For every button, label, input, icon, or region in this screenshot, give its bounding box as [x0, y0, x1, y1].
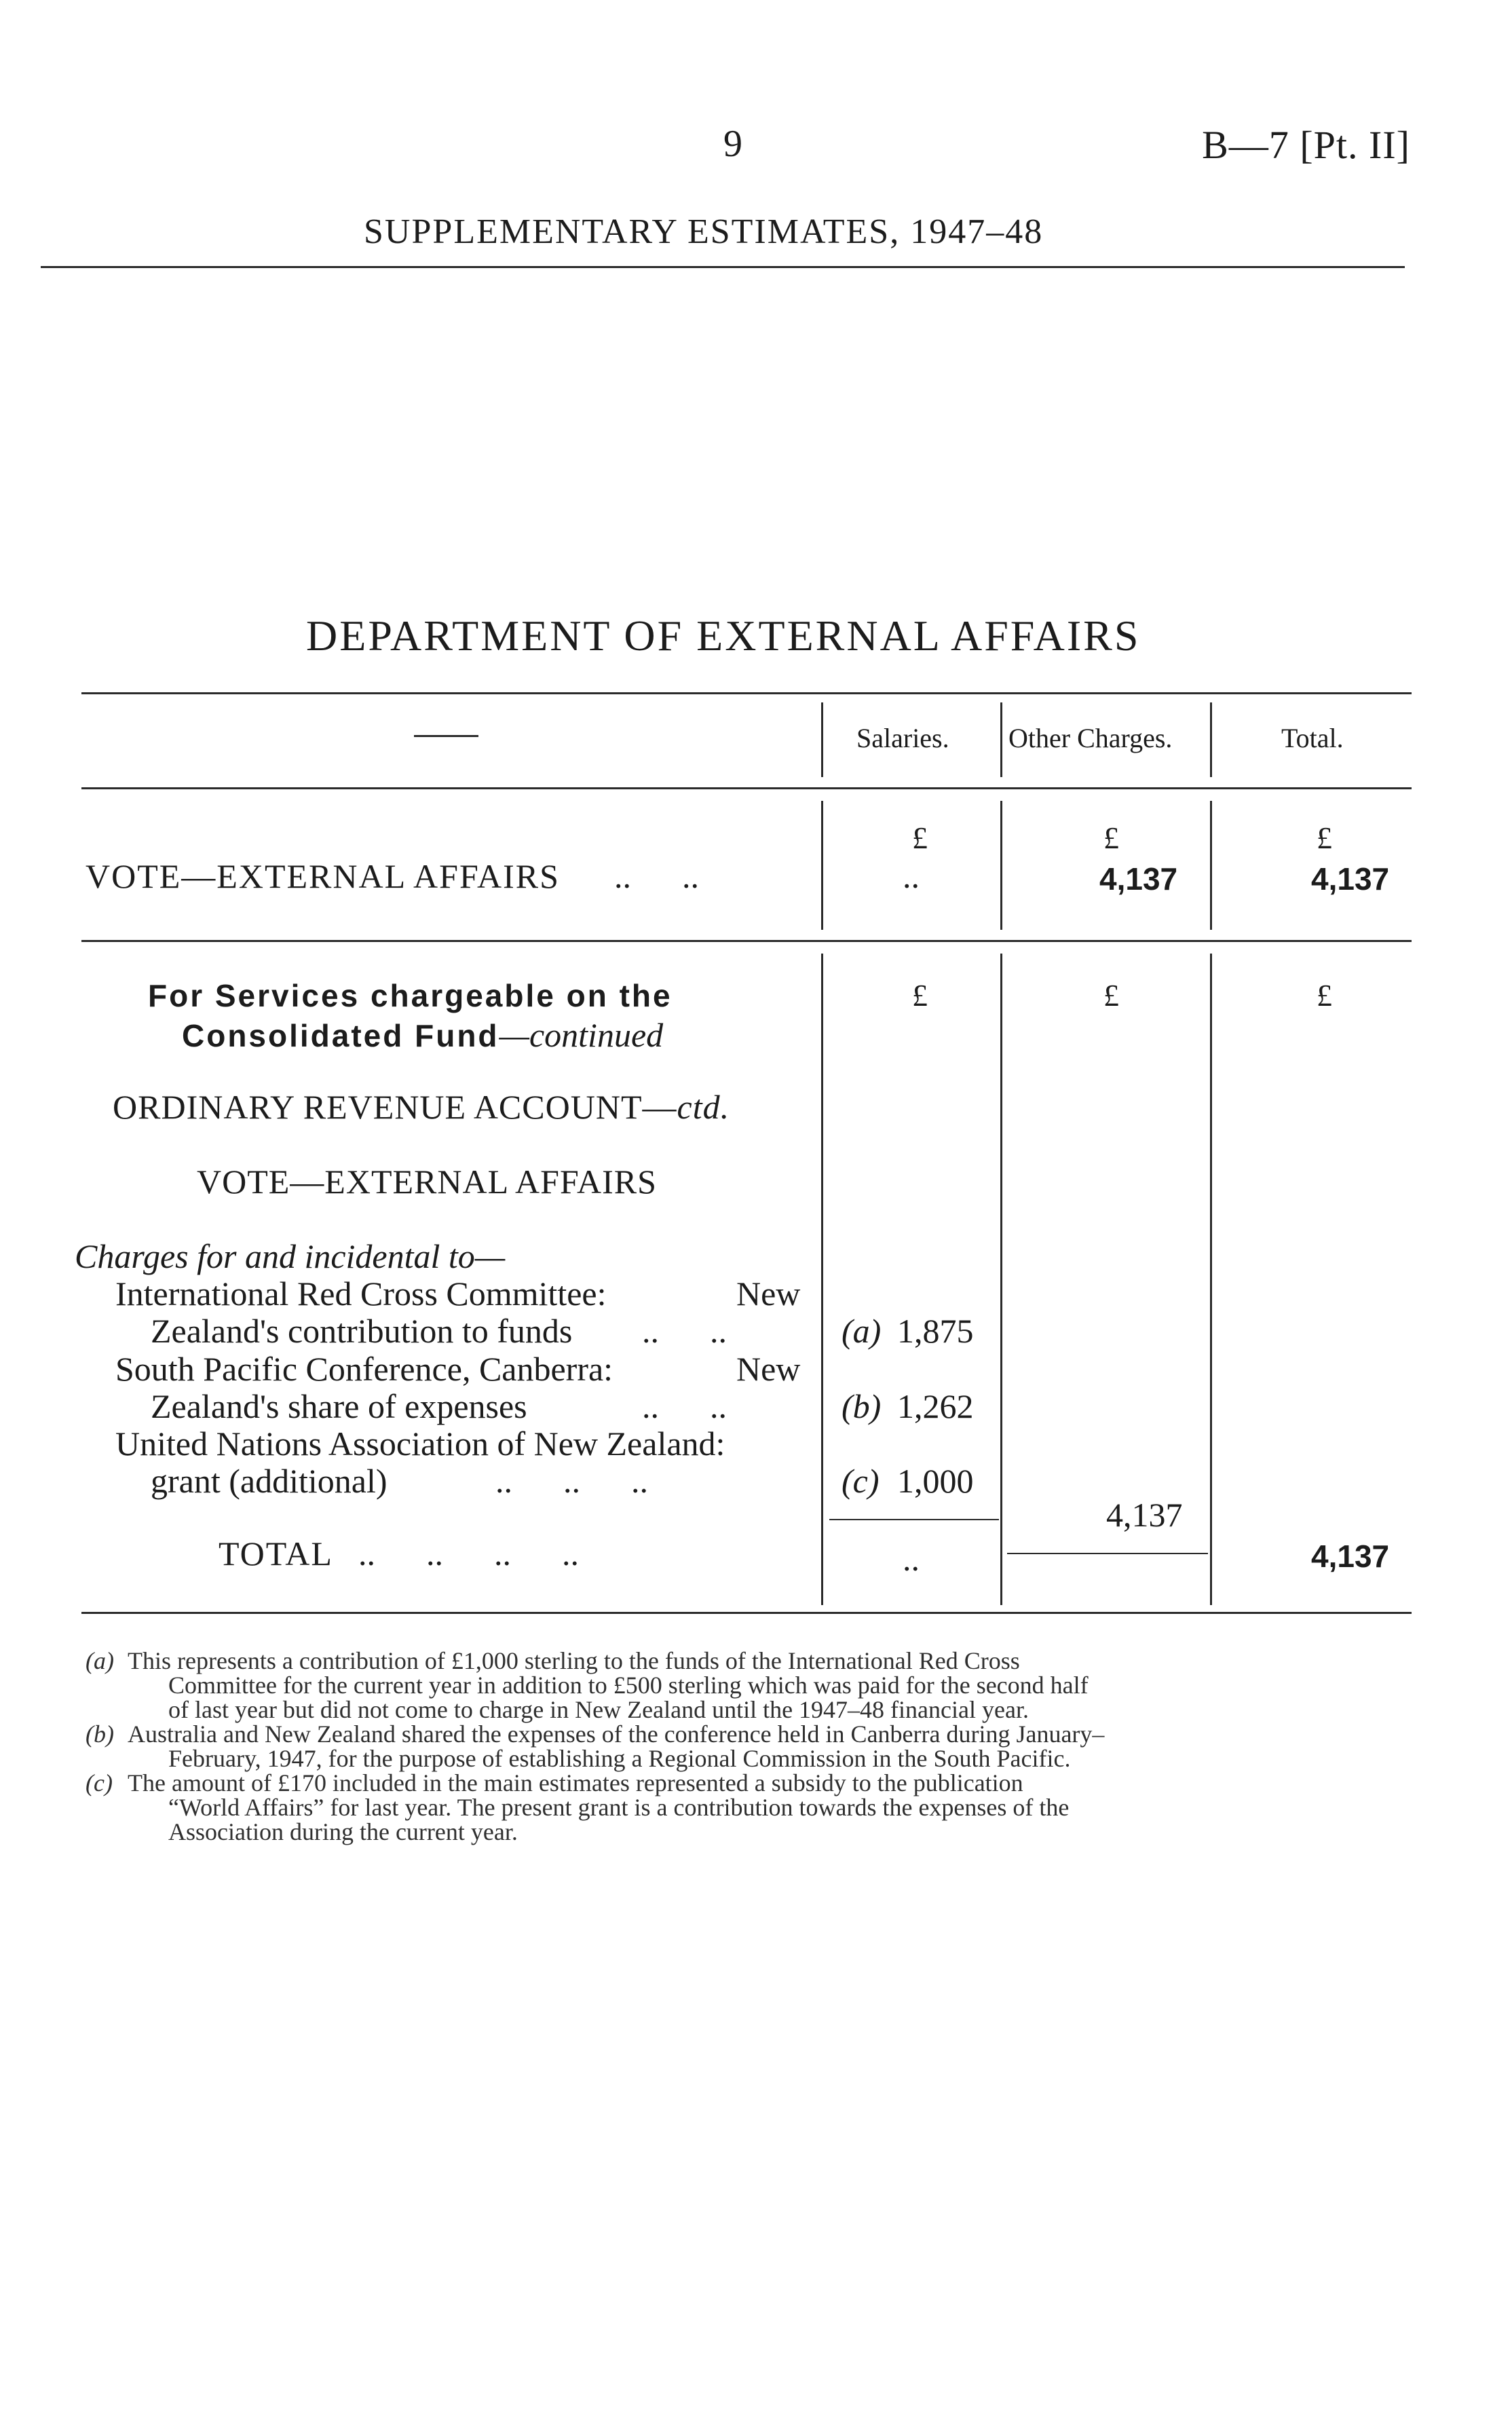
- account-heading-text: ORDINARY REVENUE ACCOUNT—: [113, 1088, 677, 1126]
- charges-intro: Charges for and incidental to—: [75, 1237, 506, 1275]
- running-head: SUPPLEMENTARY ESTIMATES, 1947–48: [364, 212, 1044, 251]
- currency-symbol: £: [1103, 978, 1119, 1013]
- divider-other: [1000, 801, 1002, 930]
- services-heading-line1: For Services chargeable on the: [148, 978, 673, 1013]
- currency-symbol: £: [1103, 821, 1119, 855]
- item-amount: 1,000: [897, 1462, 974, 1500]
- services-heading-italic: —continued: [499, 1016, 664, 1054]
- total-header: Total.: [1281, 723, 1344, 753]
- footnote-c-line: The amount of £170 included in the main estimates represented a subsidy to the publication: [128, 1769, 1023, 1796]
- item-line: International Red Cross Committee:: [115, 1275, 607, 1313]
- document-code: B—7 [Pt. II]: [1202, 123, 1410, 167]
- table-bottom-rule: [81, 1612, 1412, 1614]
- leader-dots: .. ..: [642, 1387, 727, 1425]
- other-charges-subtotal: 4,137: [1106, 1496, 1183, 1534]
- blank-column-header: [414, 735, 478, 737]
- item-line-end: New: [736, 1275, 801, 1313]
- footnote-marker: (b): [842, 1387, 882, 1425]
- footnote-c-line: Association during the current year.: [168, 1818, 518, 1845]
- table-top-rule: [81, 692, 1412, 694]
- item-amount: 1,262: [897, 1387, 974, 1425]
- leader-dots: .. ..: [614, 857, 699, 895]
- summary-salaries: ..: [903, 857, 920, 895]
- footnote-b-line: February, 1947, for the purpose of establishing a Regional Commission in the South Pacific.: [168, 1745, 1071, 1772]
- footnote-b-marker: (b): [86, 1720, 114, 1748]
- leader-dots: .. ..: [642, 1312, 727, 1350]
- page-number: 9: [723, 123, 742, 165]
- footnote-a-marker: (a): [86, 1647, 114, 1674]
- footnote-marker: (c): [842, 1462, 880, 1500]
- footnote-a-line: Committee for the current year in addition to £500 sterling which was paid for the second half: [168, 1672, 1089, 1699]
- item-line: South Pacific Conference, Canberra:: [115, 1350, 613, 1388]
- salaries-header: Salaries.: [856, 723, 949, 753]
- currency-symbol: £: [1317, 821, 1332, 855]
- divider-total: [1210, 702, 1212, 777]
- leader-dots: .. .. ..: [495, 1462, 648, 1500]
- currency-symbol: £: [1317, 978, 1332, 1013]
- other-charges-subtotal-rule: [1007, 1553, 1208, 1554]
- total-label: TOTAL: [219, 1535, 333, 1573]
- footnote-a-line: This represents a contribution of £1,000 sterling to the funds of the International Red Cross: [128, 1647, 1020, 1674]
- divider-total: [1210, 801, 1212, 930]
- divider-other: [1000, 702, 1002, 777]
- services-heading-line2: [182, 1015, 663, 1055]
- summary-other-charges: 4,137: [1099, 861, 1178, 897]
- footnote-c-marker: (c): [86, 1769, 113, 1796]
- other-charges-header: Other Charges.: [1008, 723, 1173, 753]
- item-line: grant (additional): [151, 1462, 388, 1500]
- divider-other: [1000, 954, 1002, 1605]
- summary-bottom-rule: [81, 940, 1412, 942]
- summary-total: 4,137: [1311, 861, 1390, 897]
- divider-salaries: [821, 801, 823, 930]
- item-line-end: New: [736, 1350, 801, 1388]
- divider-total: [1210, 954, 1212, 1605]
- salaries-subtotal-rule: [829, 1519, 999, 1520]
- services-heading-bold: Consolidated Fund: [182, 1018, 499, 1053]
- divider-salaries: [821, 954, 823, 1605]
- header-rule: [41, 266, 1405, 268]
- item-line: Zealand's contribution to funds: [151, 1312, 573, 1350]
- grand-total: 4,137: [1311, 1539, 1390, 1574]
- department-title: DEPARTMENT OF EXTERNAL AFFAIRS: [306, 611, 1141, 660]
- footnote-marker: (a): [842, 1312, 882, 1350]
- summary-vote-label: VOTE—EXTERNAL AFFAIRS: [86, 857, 560, 895]
- divider-salaries: [821, 702, 823, 777]
- item-line: United Nations Association of New Zealand:: [115, 1425, 725, 1463]
- footnote-b-line: Australia and New Zealand shared the expenses of the conference held in Canberra during January–: [128, 1720, 1105, 1748]
- vote-heading: VOTE—EXTERNAL AFFAIRS: [197, 1163, 657, 1201]
- total-salaries: ..: [903, 1540, 920, 1578]
- item-line: Zealand's share of expenses: [151, 1387, 527, 1425]
- currency-symbol: £: [912, 978, 928, 1013]
- footnote-a-line: of last year but did not come to charge in New Zealand until the 1947–48 financial year.: [168, 1696, 1029, 1723]
- item-amount: 1,875: [897, 1312, 974, 1350]
- account-heading-italic: ctd.: [677, 1088, 730, 1126]
- table-header-rule: [81, 787, 1412, 789]
- currency-symbol: £: [912, 821, 928, 855]
- leader-dots: .. .. .. ..: [358, 1535, 579, 1573]
- account-heading: [113, 1087, 730, 1127]
- footnote-c-line: “World Affairs” for last year. The present grant is a contribution towards the expenses of the: [168, 1794, 1070, 1821]
